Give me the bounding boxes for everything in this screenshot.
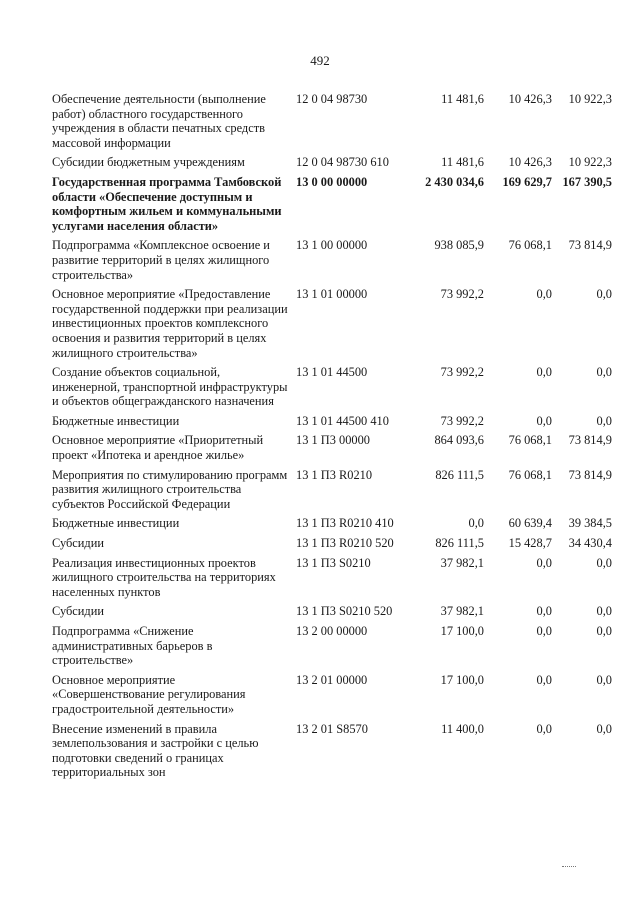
row-value-2022-cell: 10 922,3 bbox=[568, 155, 612, 170]
row-value-2022-cell: 34 430,4 bbox=[568, 536, 612, 551]
row-name-cell: Основное мероприятие «Предоставление государственной поддержки при реализации инвестиционных проектов комплексного освоения и развития территорий в целях жилищного строительства» bbox=[52, 287, 288, 360]
row-name-cell: Основное мероприятие «Совершенствование регулирования градостроительной деятельности» bbox=[52, 672, 246, 716]
row-value-2020-cell: 73 992,2 bbox=[440, 413, 484, 428]
table-row bbox=[52, 673, 612, 722]
page-number: 492 bbox=[310, 53, 330, 68]
row-name-cell: Подпрограмма «Снижение административных барьеров в строительстве» bbox=[52, 624, 213, 668]
row-value-2021-cell: 10 426,3 bbox=[508, 92, 552, 106]
row-value-2022-cell: 10 922,3 bbox=[568, 92, 612, 106]
row-value-2021-cell: 0,0 bbox=[536, 365, 552, 380]
row-value-2021-cell: 76 068,1 bbox=[508, 238, 552, 253]
table-row bbox=[52, 365, 612, 414]
row-code-cell: 13 1 П3 R0210 bbox=[296, 467, 373, 482]
table-row bbox=[52, 433, 612, 467]
row-value-2020-cell: 17 100,0 bbox=[440, 672, 484, 687]
row-value-2022-cell: 0,0 bbox=[596, 365, 612, 380]
row-code-cell: 13 0 00 00000 bbox=[296, 174, 368, 189]
row-value-2021-cell: 76 068,1 bbox=[508, 467, 552, 482]
row-name-cell: Внесение изменений в правила землепользования и застройки с целью подготовки сведений о границах территориальных зон bbox=[52, 721, 259, 780]
row-name-cell: Подпрограмма «Комплексное освоение и развитие территорий в целях жилищного строительства» bbox=[52, 238, 270, 282]
row-code-cell: 13 1 00 00000 bbox=[296, 238, 368, 253]
row-value-2020-cell: 864 093,6 bbox=[434, 433, 484, 448]
row-name-cell: Обеспечение деятельности (выполнение работ) областного государственного учреждения в области печатных средств массовой информации bbox=[52, 92, 266, 150]
row-value-2022-cell: 0,0 bbox=[596, 672, 612, 687]
row-value-2021-cell: 0,0 bbox=[536, 555, 552, 570]
row-name-cell: Субсидии bbox=[52, 604, 104, 619]
row-name-cell: Мероприятия по стимулированию программ развития жилищного строительства субъектов Российской Федерации bbox=[52, 467, 288, 511]
row-value-2022-cell: 167 390,5 bbox=[562, 174, 612, 189]
row-name-cell: Бюджетные инвестиции bbox=[52, 516, 180, 531]
row-value-2020-cell: 37 982,1 bbox=[440, 555, 484, 570]
row-code-cell: 13 1 01 44500 410 bbox=[296, 413, 389, 428]
table-row bbox=[52, 722, 612, 785]
budget-table bbox=[52, 92, 612, 785]
row-code-cell: 13 1 П3 S0210 520 bbox=[296, 604, 393, 619]
row-code-cell: 13 1 П3 R0210 520 bbox=[296, 536, 394, 551]
row-value-2020-cell: 826 111,5 bbox=[435, 467, 484, 482]
table-row bbox=[52, 92, 612, 155]
row-code-cell: 13 1 П3 00000 bbox=[296, 433, 370, 448]
row-value-2020-cell: 11 400,0 bbox=[441, 721, 484, 736]
row-code-cell: 13 1 01 00000 bbox=[296, 287, 368, 302]
row-value-2021-cell: 0,0 bbox=[536, 624, 552, 638]
table-row bbox=[52, 414, 612, 434]
row-value-2020-cell: 2 430 034,6 bbox=[425, 174, 484, 189]
row-name-cell: Реализация инвестиционных проектов жилищного строительства на территориях населенных пунктов bbox=[52, 555, 276, 599]
row-value-2021-cell: 0,0 bbox=[536, 604, 552, 619]
row-value-2022-cell: 0,0 bbox=[596, 604, 612, 619]
row-value-2022-cell: 0,0 bbox=[596, 624, 612, 638]
row-value-2022-cell: 73 814,9 bbox=[568, 433, 612, 448]
row-code-cell: 13 1 П3 S0210 bbox=[296, 555, 371, 570]
table-row bbox=[52, 516, 612, 536]
table-row bbox=[52, 468, 612, 517]
row-value-2021-cell: 0,0 bbox=[536, 413, 552, 428]
row-code-cell: 12 0 04 98730 610 bbox=[296, 155, 389, 170]
row-value-2022-cell: 73 814,9 bbox=[568, 467, 612, 482]
row-value-2021-cell: 76 068,1 bbox=[508, 433, 552, 448]
row-code-cell: 13 1 01 44500 bbox=[296, 365, 368, 380]
table-row bbox=[52, 604, 612, 624]
table-row bbox=[52, 238, 612, 287]
row-name-cell: Субсидии бюджетным учреждениям bbox=[52, 155, 245, 170]
table-row bbox=[52, 556, 612, 605]
row-name-cell: Бюджетные инвестиции bbox=[52, 413, 180, 428]
row-code-cell: 12 0 04 98730 bbox=[296, 92, 368, 106]
budget-table-body bbox=[52, 92, 612, 785]
row-value-2020-cell: 17 100,0 bbox=[440, 624, 484, 638]
row-value-2021-cell: 0,0 bbox=[536, 672, 552, 687]
row-value-2022-cell: 73 814,9 bbox=[568, 238, 612, 253]
table-row bbox=[52, 155, 612, 175]
row-value-2021-cell: 0,0 bbox=[536, 287, 552, 302]
row-value-2020-cell: 938 085,9 bbox=[434, 238, 484, 253]
row-value-2020-cell: 11 481,6 bbox=[441, 155, 484, 170]
row-value-2022-cell: 0,0 bbox=[596, 287, 612, 302]
row-name-cell: Основное мероприятие «Приоритетный проект «Ипотека и арендное жилье» bbox=[52, 433, 264, 463]
row-value-2020-cell: 826 111,5 bbox=[435, 536, 484, 551]
row-name-cell: Субсидии bbox=[52, 536, 104, 551]
row-value-2022-cell: 0,0 bbox=[596, 413, 612, 428]
row-value-2020-cell: 73 992,2 bbox=[440, 287, 484, 302]
row-value-2021-cell: 0,0 bbox=[536, 721, 552, 736]
row-code-cell: 13 2 01 S8570 bbox=[296, 721, 368, 736]
row-value-2021-cell: 60 639,4 bbox=[508, 516, 552, 531]
row-code-cell: 13 1 П3 R0210 410 bbox=[296, 516, 394, 531]
row-value-2022-cell: 0,0 bbox=[596, 721, 612, 736]
table-row bbox=[52, 287, 612, 365]
row-value-2020-cell: 73 992,2 bbox=[440, 365, 484, 380]
scan-mark bbox=[562, 866, 576, 868]
row-value-2020-cell: 11 481,6 bbox=[441, 92, 484, 106]
row-value-2021-cell: 10 426,3 bbox=[508, 155, 552, 170]
row-value-2021-cell: 15 428,7 bbox=[508, 536, 552, 551]
row-name-cell: Государственная программа Тамбовской области «Обеспечение доступным и комфортным жильем и коммунальными услугами населения области» bbox=[52, 174, 282, 233]
row-code-cell: 13 2 00 00000 bbox=[296, 624, 368, 638]
row-code-cell: 13 2 01 00000 bbox=[296, 672, 368, 687]
row-value-2022-cell: 0,0 bbox=[596, 555, 612, 570]
row-value-2021-cell: 169 629,7 bbox=[502, 174, 552, 189]
row-name-cell: Создание объектов социальной, инженерной, транспортной инфраструктуры и объектов общегражданского назначения bbox=[52, 365, 288, 409]
row-value-2020-cell: 37 982,1 bbox=[440, 604, 484, 619]
row-value-2022-cell: 39 384,5 bbox=[568, 516, 612, 531]
row-value-2020-cell: 0,0 bbox=[468, 516, 484, 531]
table-row bbox=[52, 175, 612, 238]
table-row bbox=[52, 536, 612, 556]
table-row bbox=[52, 624, 612, 673]
